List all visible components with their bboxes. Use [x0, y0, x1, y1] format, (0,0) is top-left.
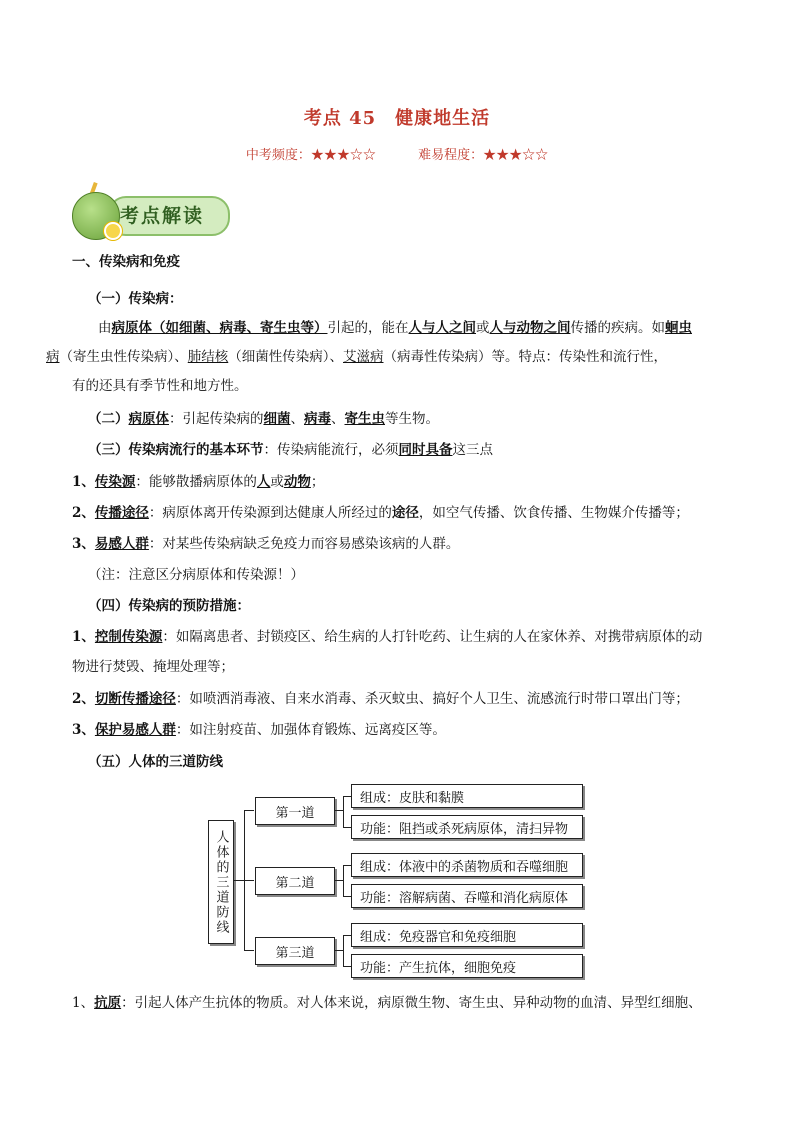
line-third: 第三道 [255, 937, 335, 965]
subsection-heading-1: （一）传染病： [88, 291, 183, 307]
first-composition: 组成：皮肤和黏膜 [351, 784, 583, 808]
difficulty-stars-filled: ★★★ [483, 148, 523, 163]
section-badge [68, 182, 228, 240]
line-first: 第一道 [255, 797, 335, 825]
item-susceptible-population: 3、易感人群：对某些传染病缺乏免疫力而容易感染该病的人群。 [72, 536, 460, 552]
paragraph-infectious-disease: 由病原体（如细菌、病毒、寄生虫等）引起的，能在人与人之间或人与动物之间传播的疾病。如蛔虫 病（寄生虫性传染病）、肺结核（细菌性传染病）、艾滋病（病毒性传染病）等。特点：传染性和流行性， 有的还具有季节性和地方性。 [46, 320, 692, 394]
third-composition: 组成：免疫器官和免疫细胞 [351, 923, 583, 947]
difficulty-label: 难易程度： [418, 148, 484, 163]
second-composition: 组成：体液中的杀菌物质和吞噬细胞 [351, 853, 583, 877]
item-control-source-cont: 物进行焚毁、掩埋处理等； [72, 659, 234, 675]
item-antigen: 1、抗原：引起人体产生抗体的物质。对人体来说，病原微生物、寄生虫、异种动物的血清、异型红细胞、 [72, 995, 702, 1011]
item-infection-source: 1、传染源：能够散播病原体的人或动物； [72, 474, 325, 490]
rating-row [0, 144, 794, 163]
difficulty-stars-empty: ☆☆ [522, 148, 549, 163]
badge-text: 考点解读 [120, 205, 205, 227]
frequency-stars-filled: ★★★ [310, 148, 350, 163]
subsection-epidemic-links: （三）传染病流行的基本环节：传染病能流行，必须同时具备这三点 [88, 442, 493, 458]
second-function: 功能：溶解病菌、吞噬和消化病原体 [351, 884, 583, 908]
subsection-pathogen: （二）病原体：引起传染病的细菌、病毒、寄生虫等生物。 [88, 411, 439, 427]
frequency-stars-empty: ☆☆ [349, 148, 376, 163]
item-control-source: 1、控制传染源：如隔离患者、封锁疫区、给生病的人打针吃药、让生病的人在家休养、对携带病原体的动 [72, 629, 703, 645]
item-cut-route: 2、切断传播途径：如喷洒消毒液、自来水消毒、杀灭蚊虫、搞好个人卫生、流感流行时带口罩出门等； [72, 691, 689, 707]
subsection-prevention: （四）传染病的预防措施： [88, 598, 250, 614]
note-text: （注：注意区分病原体和传染源！） [88, 567, 304, 583]
line-second: 第二道 [255, 867, 335, 895]
first-function: 功能：阻挡或杀死病原体，清扫异物 [351, 815, 583, 839]
defense-lines-diagram [205, 780, 595, 984]
item-transmission-route: 2、传播途径：病原体离开传染源到达健康人所经过的途径，如空气传播、饮食传播、生物媒介传播等； [72, 505, 689, 521]
item-protect-population: 3、保护易感人群：如注射疫苗、加强体育锻炼、远离疫区等。 [72, 722, 446, 738]
third-function: 功能：产生抗体，细胞免疫 [351, 954, 583, 978]
section-heading: 一、传染病和免疫 [72, 254, 180, 270]
diagram-root: 人体的三道防线 [208, 820, 234, 944]
page-title: 考点 45 健康地生活 [303, 108, 491, 129]
subsection-defense-lines: （五）人体的三道防线 [88, 754, 223, 770]
frequency-label: 中考频度： [245, 148, 311, 163]
